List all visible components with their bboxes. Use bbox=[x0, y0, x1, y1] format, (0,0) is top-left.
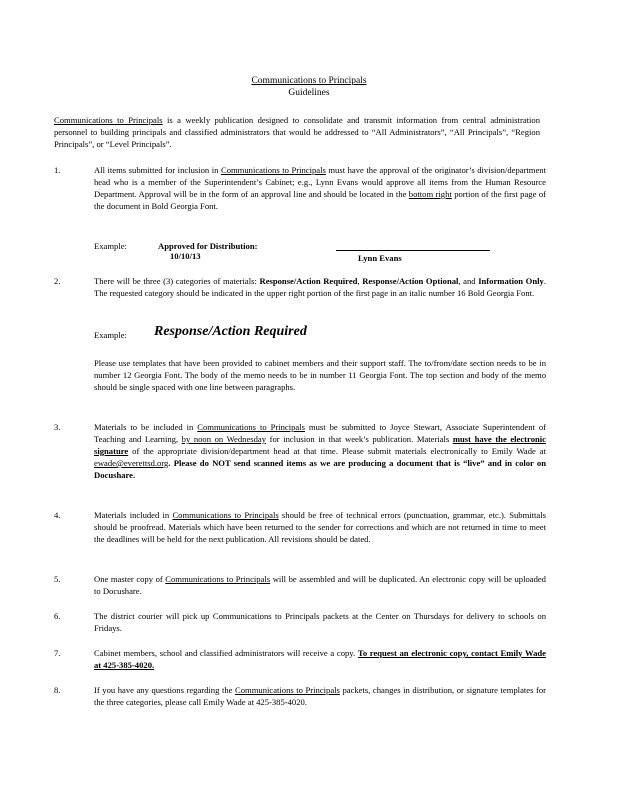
guideline-item-6 bbox=[54, 610, 546, 640]
guideline-item-8 bbox=[54, 684, 546, 724]
item-4-text-a: Materials included in bbox=[94, 510, 173, 520]
item-2-text-d: . The requested category should be indicated in the upper right portion of the first page in an italic number 16 Bold Georgia Font. bbox=[94, 276, 546, 298]
item-3-paragraph bbox=[94, 421, 546, 481]
item-7-text-a: Cabinet members, school and classified administrators will receive a copy. bbox=[94, 648, 358, 658]
example-signer-name: Lynn Evans bbox=[358, 253, 402, 263]
item-1-example bbox=[94, 240, 546, 263]
signature-line bbox=[336, 250, 490, 251]
item-number: 8. bbox=[54, 685, 61, 695]
item-5-text-a: One master copy of bbox=[94, 574, 166, 584]
item-2-text-b: , bbox=[357, 276, 363, 286]
item-8-publication-name: Communications to Principals bbox=[235, 685, 340, 695]
item-3-text-b: must be submitted to Joyce Stewart, Associate Superintendent of Teaching and Learning, bbox=[94, 422, 546, 444]
item-2-template-paragraph: Please use templates that have been provided to cabinet members and their support staff. The to/from/date section needs to be in number 12 Georgia Font. The body of the memo needs to be in number 11 Georgia Font. The top section and body of the memo should be single spaced with one line between paragraphs. bbox=[94, 358, 546, 392]
item-2-text-c: , and bbox=[458, 276, 479, 286]
item-7-request-copy: To request an electronic copy, contact Emily Wade at 425-385-4020. bbox=[94, 648, 546, 670]
guideline-item-2 bbox=[54, 275, 546, 405]
item-8-text-a: If you have any questions regarding the bbox=[94, 685, 236, 695]
item-3-text-d: of the appropriate division/department head at that time. Please submit materials electronically to Emily Wade at bbox=[128, 446, 546, 456]
item-1-text-b: must have the approval of the originator’s division/department head who is a member of the Superintendent’s Cabinet; e.g., Lynn Evans would approve all items from the Human Resource Department. Approval will be in the form of an approval line and should be located in the bbox=[94, 165, 546, 199]
category-required: Response/Action Required bbox=[259, 276, 358, 286]
item-number: 1. bbox=[54, 165, 61, 175]
item-1-paragraph bbox=[94, 164, 546, 212]
item-3-deadline: by noon on Wednesday bbox=[181, 434, 267, 444]
item-number: 4. bbox=[54, 510, 61, 520]
intro-publication-name: Communications to Principals bbox=[54, 115, 163, 125]
item-1-text-c: portion of the first page of the document in Bold Georgia Font. bbox=[94, 189, 546, 211]
item-3-publication-name: Communications to Principals bbox=[197, 422, 305, 432]
item-7-paragraph bbox=[94, 647, 546, 671]
item-number: 5. bbox=[54, 574, 61, 584]
guideline-item-4 bbox=[54, 509, 546, 569]
title-line-1: Communications to Principals bbox=[251, 76, 367, 86]
item-5-text-b: will be assembled and will be duplicated. An electronic copy will be uploaded to Docushare. bbox=[94, 574, 546, 596]
item-3-text-e: . Please do NOT send scanned items as we are producing a document that is “live” and in color on Docushare. bbox=[94, 458, 546, 480]
example-approved-text: Approved for Distribution: bbox=[158, 241, 258, 251]
example-label: Example: bbox=[94, 330, 127, 340]
guideline-item-5 bbox=[54, 573, 546, 603]
item-4-text-b: should be free of technical errors (punctuation, grammar, etc.). Submittals should be proofread. Materials which have been returned to the sender for corrections and which are not returned in time to meet the deadlines will be held for the next publication. All revisions should be dated. bbox=[94, 510, 546, 544]
item-5-publication-name: Communications to Principals bbox=[165, 574, 271, 584]
example-label: Example: bbox=[94, 241, 127, 251]
item-4-paragraph bbox=[94, 509, 546, 545]
item-2-paragraph bbox=[94, 275, 546, 299]
item-6-paragraph: The district courier will pick up Communications to Principals packets at the Center on Thursdays for delivery to schools on Fridays. bbox=[94, 611, 546, 633]
item-2-example bbox=[94, 324, 546, 341]
intro-paragraph bbox=[54, 114, 540, 150]
item-2-text-a: There will be three (3) categories of materials: bbox=[94, 276, 260, 286]
category-optional: Response/Action Optional bbox=[362, 276, 459, 286]
category-information: Information Only bbox=[478, 276, 544, 286]
guideline-item-3 bbox=[54, 421, 546, 501]
item-1-bottom-right: bottom right bbox=[408, 189, 452, 199]
document-title bbox=[0, 75, 618, 99]
item-3-signature-requirement: must have the electronic signature bbox=[94, 434, 546, 456]
intro-text: is a weekly publication designed to consolidate and transmit information from central administration personnel to building principals and classified administrators that would be addressed to “All Administrators”, “All Principals”, “Region Principals”, or “Level Principals”. bbox=[54, 115, 540, 149]
item-number: 6. bbox=[54, 611, 61, 621]
item-8-text-b: packets, changes in distribution, or signature templates for the three categories, please call Emily Wade at 425-385-4020. bbox=[94, 685, 546, 707]
title-line-2: Guidelines bbox=[288, 88, 330, 98]
guideline-item-7 bbox=[54, 647, 546, 677]
example-date: 10/10/13 bbox=[170, 251, 201, 261]
email-link[interactable]: ewade@everettsd.org bbox=[94, 458, 169, 468]
guideline-item-1 bbox=[54, 164, 546, 264]
item-8-paragraph bbox=[94, 684, 546, 708]
item-number: 7. bbox=[54, 648, 61, 658]
item-number: 3. bbox=[54, 422, 61, 432]
item-1-publication-name: Communications to Principals bbox=[220, 165, 326, 175]
item-number: 2. bbox=[54, 276, 61, 286]
item-5-paragraph bbox=[94, 573, 546, 597]
item-3-text-a: Materials to be included in bbox=[94, 422, 198, 432]
item-3-text-c: for inclusion in that week’s publication. Materials bbox=[266, 434, 453, 444]
item-4-publication-name: Communications to Principals bbox=[172, 510, 279, 520]
item-1-text-a: All items submitted for inclusion in bbox=[94, 165, 221, 175]
example-category-text: Response/Action Required bbox=[154, 324, 307, 339]
